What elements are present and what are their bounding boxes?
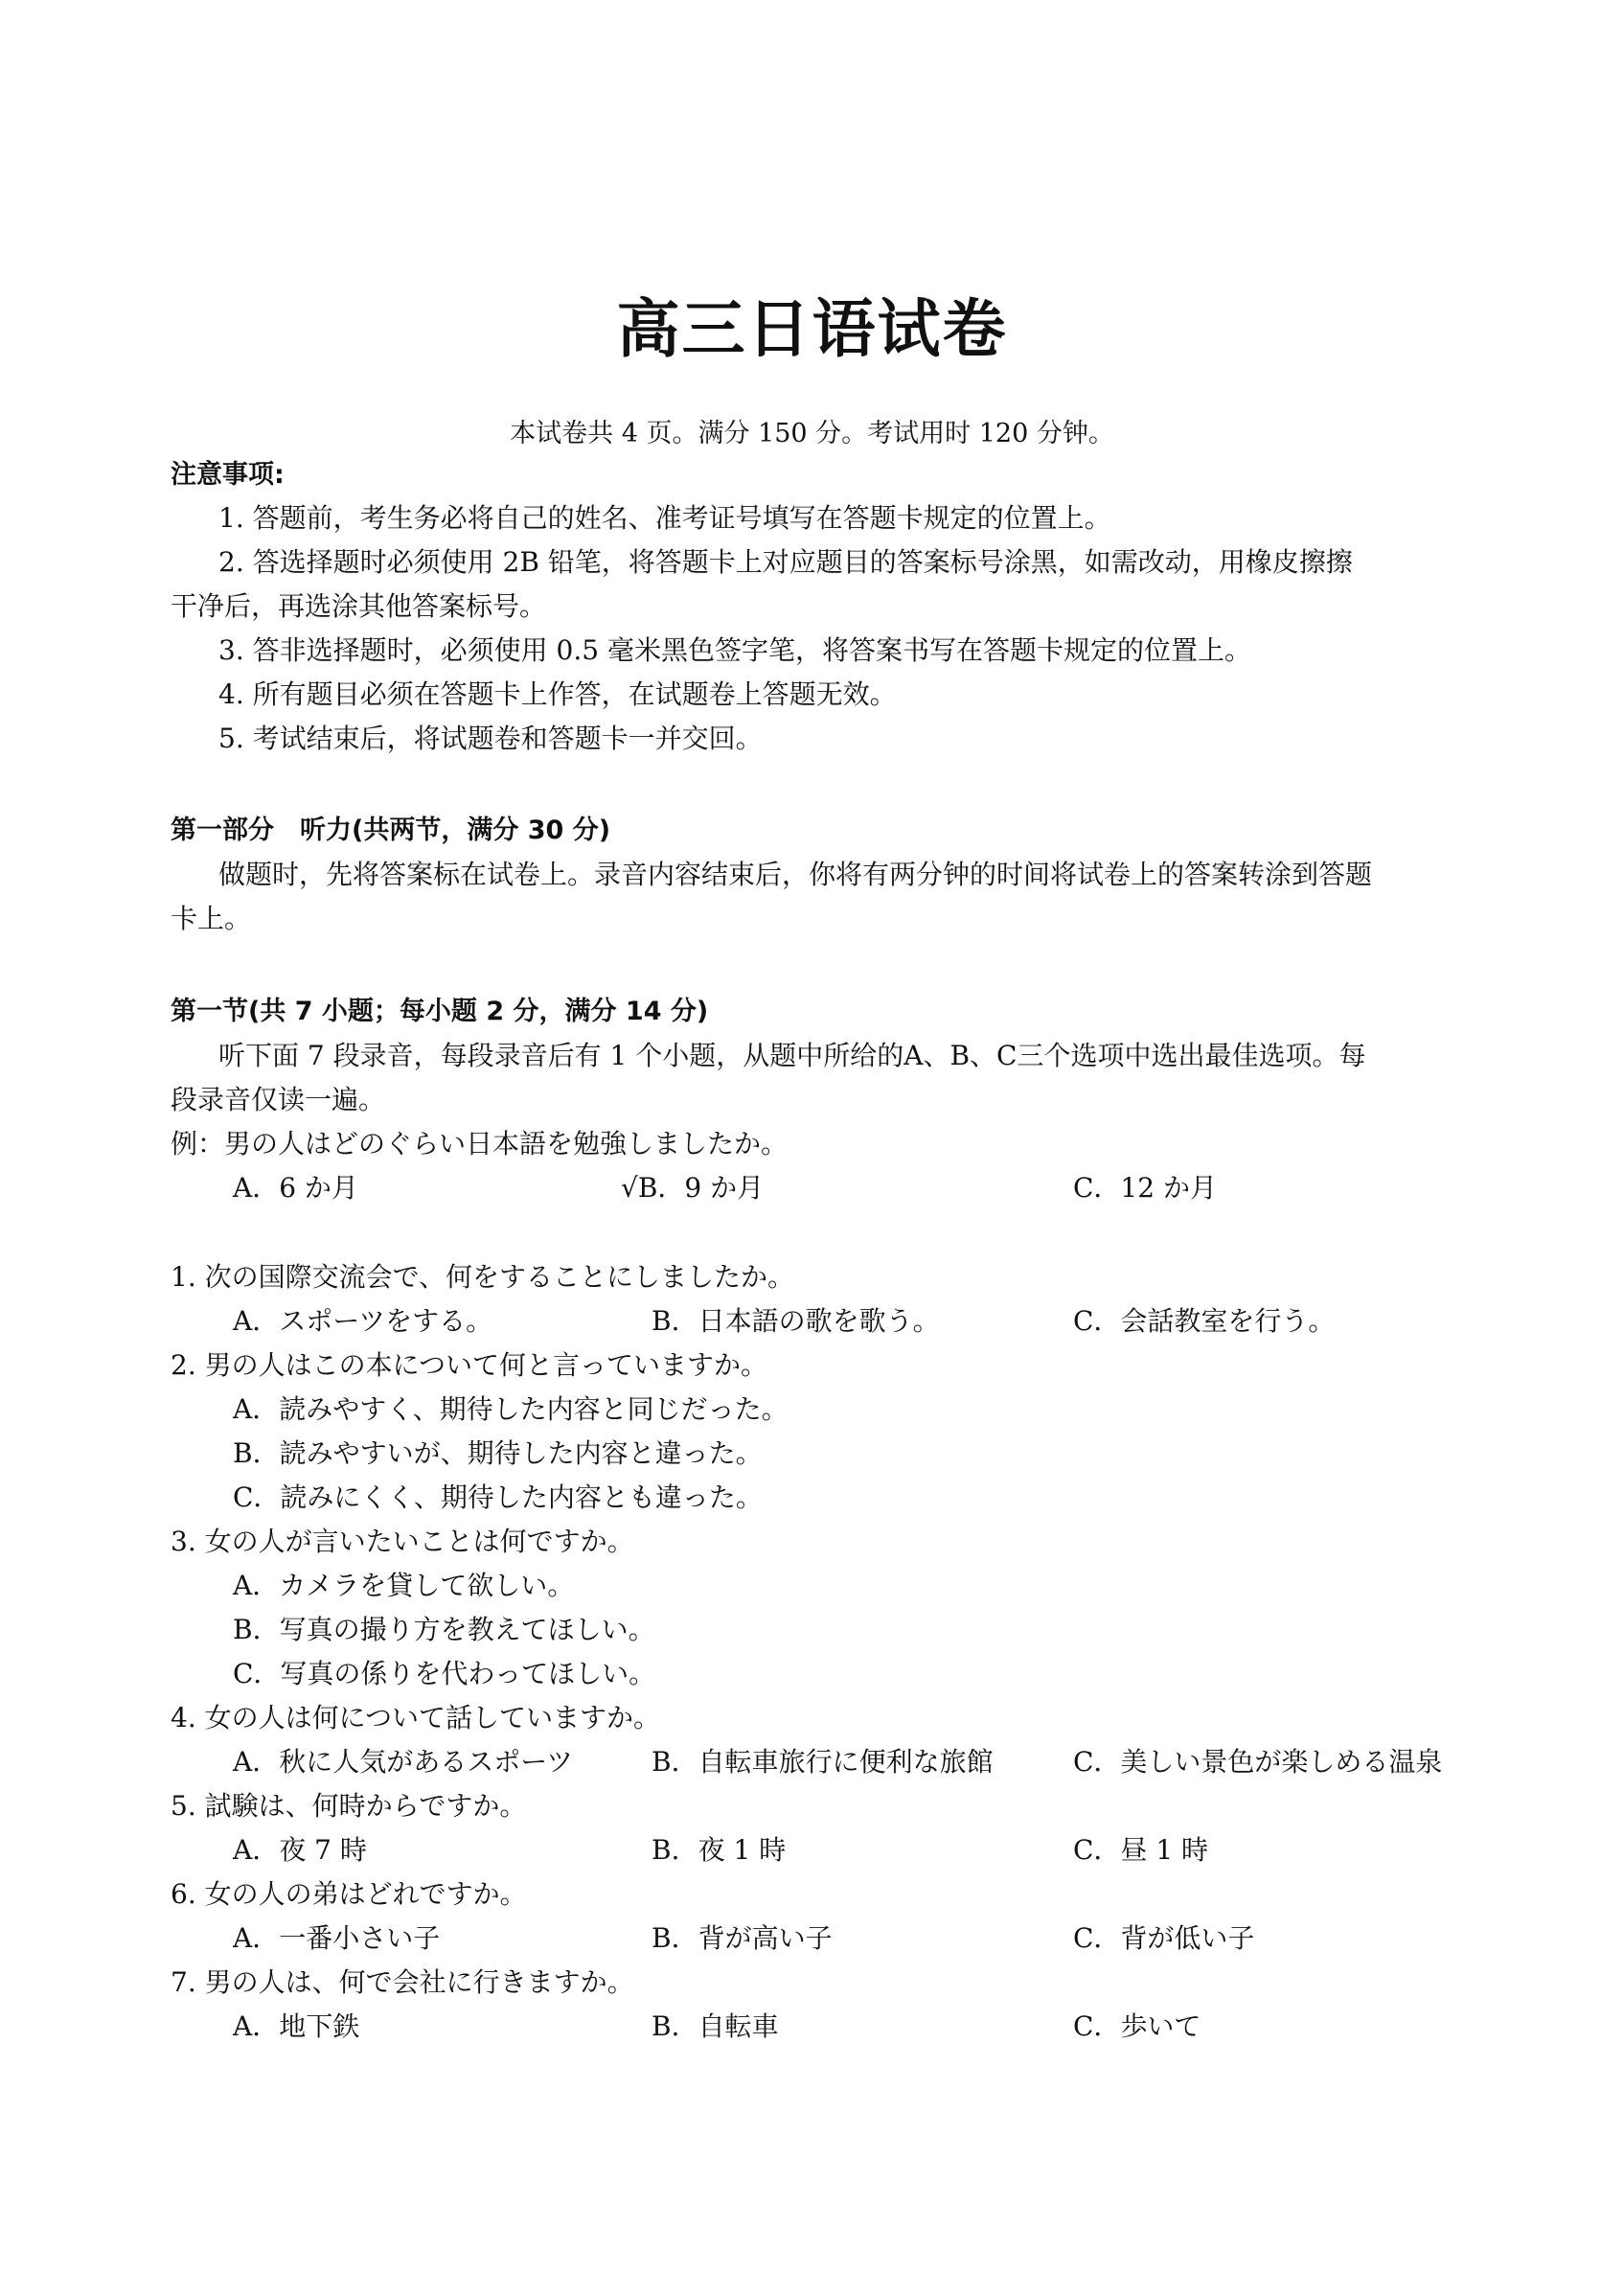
q1-option-b: B．日本語の歌を歌う。	[652, 1305, 940, 1337]
example-question: 例：男の人はどのぐらい日本語を勉強しましたか。	[171, 1128, 789, 1159]
notice-item: 4. 所有题目必须在答题卡上作答，在试题卷上答题无效。	[218, 678, 897, 710]
q2-option-b: B．読みやすいが、期待した内容と違った。	[233, 1437, 763, 1469]
question-3: 3. 女の人が言いたいことは何ですか。	[171, 1526, 634, 1557]
notice-item: 1. 答题前，考生务必将自己的姓名、准考证号填写在答题卡规定的位置上。	[218, 502, 1111, 534]
q7-option-a: A．地下鉄	[233, 2010, 360, 2042]
section1-heading: 第一节(共 7 小题；每小题 2 分，满分 14 分)	[171, 997, 709, 1026]
q5-option-a: A．夜 7 時	[233, 1834, 367, 1866]
example-option-c: C．12 か月	[1073, 1172, 1217, 1204]
q7-option-c: C．歩いて	[1073, 2010, 1201, 2042]
section1-intro-continued: 段录音仅读一遍。	[171, 1084, 386, 1115]
q5-option-c: C．昼 1 時	[1073, 1834, 1209, 1866]
exam-info: 本试卷共 4 页。满分 150 分。考试用时 120 分钟。	[510, 419, 1114, 448]
q4-option-c: C．美しい景色が楽しめる温泉	[1073, 1746, 1443, 1778]
q2-option-c: C．読みにくく、期待した内容とも違った。	[233, 1481, 763, 1513]
part1-intro-continued: 卡上。	[171, 903, 252, 934]
q4-option-a: A．秋に人気があるスポーツ	[233, 1746, 574, 1778]
q3-option-b: B．写真の撮り方を教えてほしい。	[233, 1614, 655, 1645]
q7-option-b: B．自転車	[652, 2010, 779, 2042]
question-2: 2. 男の人はこの本について何と言っていますか。	[171, 1349, 768, 1381]
question-5: 5. 試験は、何時からですか。	[171, 1790, 527, 1822]
q6-option-c: C．背が低い子	[1073, 1922, 1255, 1954]
notice-item: 5. 考试结束后，将试题卷和答题卡一并交回。	[218, 723, 763, 754]
example-option-a: A．6 か月	[233, 1172, 358, 1204]
q5-option-b: B．夜 1 時	[652, 1834, 787, 1866]
notice-heading: 注意事项:	[171, 460, 285, 490]
question-7: 7. 男の人は、何で会社に行きますか。	[171, 1966, 634, 1998]
question-6: 6. 女の人の弟はどれですか。	[171, 1878, 527, 1910]
question-1: 1. 次の国際交流会で、何をすることにしましたか。	[171, 1261, 795, 1293]
q4-option-b: B．自転車旅行に便利な旅館	[652, 1746, 994, 1778]
q6-option-a: A．一番小さい子	[233, 1922, 441, 1954]
example-option-b: √B．9 か月	[621, 1172, 765, 1204]
q1-option-c: C．会話教室を行う。	[1073, 1305, 1336, 1337]
notice-item-continued: 干净后，再选涂其他答案标号。	[171, 590, 547, 622]
part1-intro: 做题时，先将答案标在试卷上。录音内容结束后，你将有两分钟的时间将试卷上的答案转涂到答题	[218, 859, 1373, 890]
q3-option-c: C．写真の係りを代わってほしい。	[233, 1658, 656, 1689]
notice-item: 3. 答非选择题时，必须使用 0.5 毫米黑色签字笔，将答案书写在答题卡规定的位置上。	[218, 634, 1251, 666]
page-title: 高三日语试卷	[616, 292, 1008, 366]
section1-intro: 听下面 7 段录音，每段录音后有 1 个小题，从题中所给的A、B、C三个选项中选出最佳选项。每	[218, 1040, 1366, 1071]
q3-option-a: A．カメラを貸して欲しい。	[233, 1570, 575, 1601]
notice-item: 2. 答选择题时必须使用 2B 铅笔，将答题卡上对应题目的答案标号涂黑，如需改动，用橡皮擦擦	[218, 546, 1353, 578]
q6-option-b: B．背が高い子	[652, 1922, 833, 1954]
q2-option-a: A．読みやすく、期待した内容と同じだった。	[233, 1393, 789, 1425]
q1-option-a: A．スポーツをする。	[233, 1305, 493, 1337]
part1-heading: 第一部分 听力(共两节，满分 30 分)	[171, 815, 611, 845]
question-4: 4. 女の人は何について話していますか。	[171, 1702, 661, 1733]
